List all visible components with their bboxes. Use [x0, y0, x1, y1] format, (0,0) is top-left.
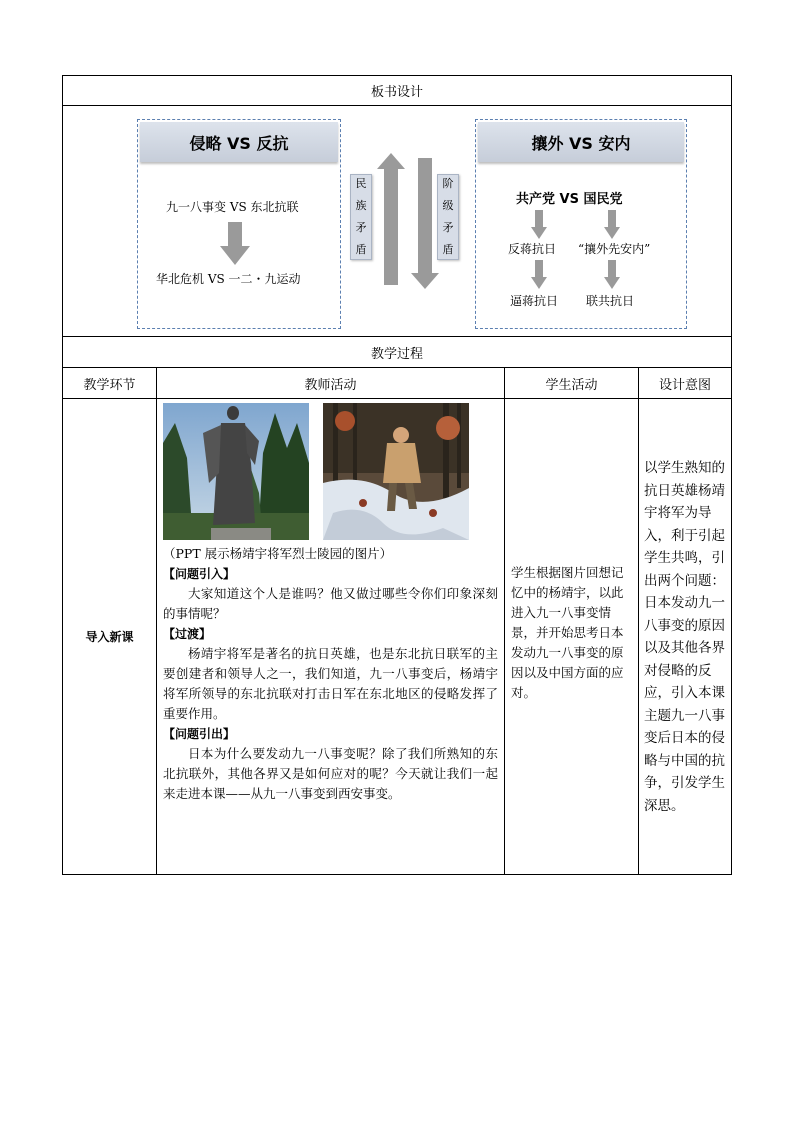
force-chiang-anti-japan: 逼蒋抗日 [510, 294, 559, 308]
ally-cpc-anti-japan: 联共抗日 [586, 294, 635, 308]
lesson-plan-table [62, 75, 732, 875]
table-row [62, 399, 732, 875]
down-arrow-icon [531, 260, 547, 290]
ppt-caption: （PPT 展示杨靖宇将军烈士陵园的图片） [163, 546, 393, 561]
stage-cell: 导入新课 [63, 399, 157, 874]
teaching-process-title: 教学过程 [370, 346, 423, 362]
student-activity-cell: 学生根据图片回想记忆中的杨靖宇，以此进入九一八事变情景，并开始思考日本发动九一八事变的原因以及中国方面的应对。 [505, 399, 639, 874]
photo-strip [163, 403, 498, 540]
down-arrow-icon [411, 158, 439, 290]
first-pacify-internal: “攘外先安内” [578, 242, 651, 256]
question-intro-label: 【问题引入】 [163, 567, 236, 581]
down-arrow-icon [531, 210, 547, 240]
question-intro-text: 大家知道这个人是谁吗？他又做过哪些令你们印象深刻的事情呢？ [163, 586, 498, 621]
col-header-stage: 教学环节 [63, 368, 157, 398]
table-header-row [62, 368, 732, 399]
up-arrow-icon [377, 153, 405, 285]
invasion-vs-resistance-title: 侵略 VS 反抗 [140, 122, 338, 162]
transition-label: 【过渡】 [163, 627, 212, 641]
col-header-teacher: 教师活动 [157, 368, 505, 398]
national-contradiction-label: 民 族 矛 盾 [350, 174, 372, 260]
north-china-crisis-vs-december-ninth: 华北危机 VS 一二・九运动 [156, 272, 301, 286]
down-arrow-icon [604, 260, 620, 290]
design-intent-cell: 以学生熟知的抗日英雄杨靖宇将军为导入，利于引起学生共鸣，引出两个问题：日本发动九一八事变的原因以及其他各界对侵略的反应，引入本课主题九一八事变后日本的侵略与中国的抗争，引发学生深思。 [644, 460, 725, 814]
anti-chiang-anti-japan: 反蒋抗日 [508, 242, 557, 256]
transition-text: 杨靖宇将军是著名的抗日英雄，也是东北抗日联军的主要创建者和领导人之一，我们知道，九一八事变后，杨靖宇将军所领导的东北抗联对打击日军在东北地区的侵略发挥了重要作用。 [163, 646, 498, 721]
board-design-header [62, 75, 732, 106]
painting-photo [323, 403, 469, 540]
question-raise-label: 【问题引出】 [163, 727, 236, 741]
board-design-title: 板书设计 [370, 85, 423, 100]
col-header-intent: 设计意图 [658, 377, 711, 393]
question-raise-text: 日本为什么要发动九一八事变呢？除了我们所熟知的东北抗联外，其他各界又是如何应对的呢？今天就让我们一起来走进本课——从九一八事变到西安事变。 [163, 746, 498, 801]
board-design-area [62, 106, 732, 337]
down-arrow-icon [220, 222, 250, 266]
class-contradiction-label: 阶 级 矛 盾 [437, 174, 459, 260]
col-header-student: 学生活动 [505, 368, 639, 398]
down-arrow-icon [604, 210, 620, 240]
statue-photo [163, 403, 309, 540]
teaching-process-header [62, 337, 732, 368]
invasion-vs-resistance-box [137, 119, 341, 329]
mukden-vs-northeast-army: 九一八事变 VS 东北抗联 [166, 200, 299, 214]
teacher-activity-cell [157, 399, 505, 874]
cpc-vs-kmt: 共产党 VS 国民党 [516, 192, 623, 207]
external-vs-internal-title: 攘外 VS 安内 [478, 122, 684, 162]
external-vs-internal-box [475, 119, 687, 329]
